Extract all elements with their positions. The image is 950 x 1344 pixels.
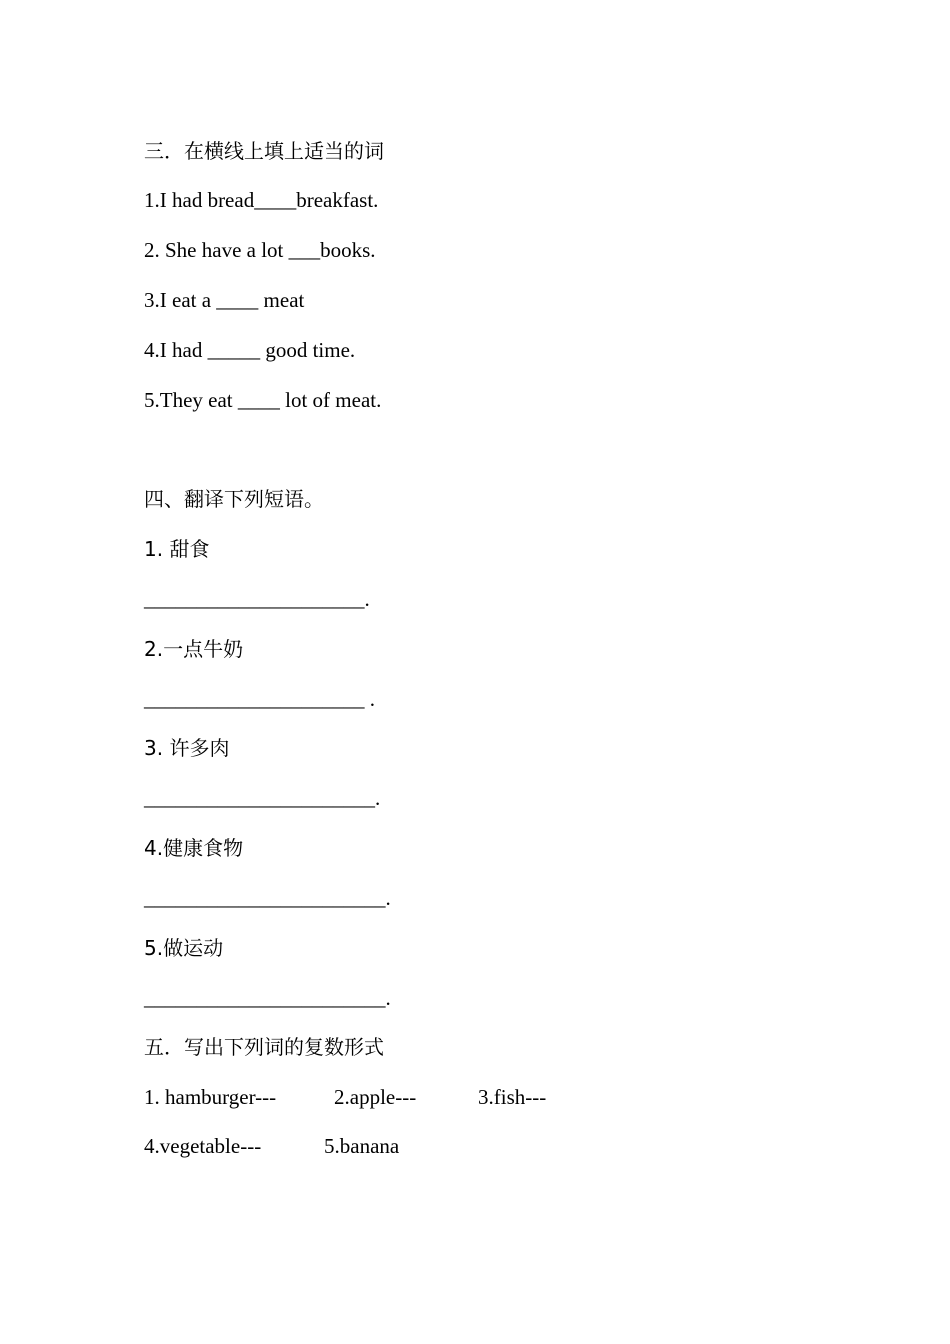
translate-item-5-answer-line: _______________________. (144, 986, 391, 1010)
fill-blank-item-2: 2. She have a lot ___books. (144, 238, 376, 262)
plural-item-4: 4.vegetable--- (144, 1134, 262, 1158)
fill-blank-item-5: 5.They eat ____ lot of meat. (144, 388, 382, 412)
plural-item-3: 3.fish--- (478, 1085, 547, 1109)
plural-item-1: 1. hamburger--- (144, 1085, 277, 1109)
translate-item-2-prompt: 2.一点牛奶 (144, 637, 244, 661)
section-5-heading: 五．写出下列词的复数形式 (144, 1035, 384, 1059)
translate-item-2-answer-line: _____________________ . (144, 687, 375, 711)
plural-item-2: 2.apple--- (334, 1085, 417, 1109)
section-4-heading: 四、翻译下列短语。 (144, 487, 324, 511)
translate-item-5-prompt: 5.做运动 (144, 936, 224, 960)
translate-item-1-answer-line: _____________________. (144, 587, 370, 611)
translate-item-1-prompt: 1. 甜食 (144, 537, 210, 561)
fill-blank-item-1: 1.I had bread____breakfast. (144, 188, 379, 212)
fill-blank-item-3: 3.I eat a ____ meat (144, 288, 305, 312)
section-3-heading: 三．在横线上填上适当的词 (144, 139, 384, 163)
plural-item-5: 5.banana (324, 1134, 400, 1158)
translate-item-3-answer-line: ______________________. (144, 786, 381, 810)
translate-item-3-prompt: 3. 许多肉 (144, 736, 230, 760)
fill-blank-item-4: 4.I had _____ good time. (144, 338, 356, 362)
translate-item-4-answer-line: _______________________. (144, 886, 391, 910)
translate-item-4-prompt: 4.健康食物 (144, 836, 244, 860)
